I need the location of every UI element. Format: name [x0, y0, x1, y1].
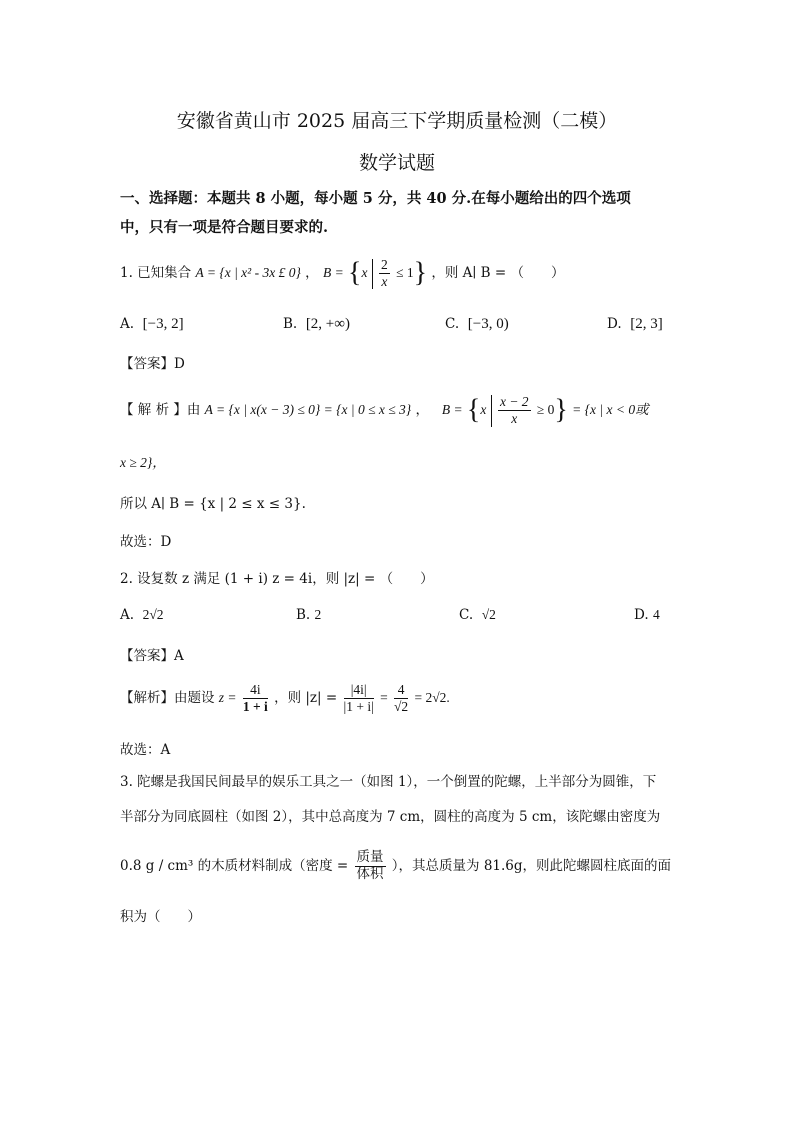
q2-stem: 2. 设复数 z 满足 (1 + i) z = 4i，则 |z| = （ ）: [120, 571, 434, 587]
q3-frac-den: 体积: [356, 866, 384, 882]
q2-choose: 故选：A: [120, 742, 171, 758]
q1-set-b-prefix: B =: [322, 265, 344, 280]
q2-option-d-label: D.: [634, 607, 649, 623]
q1-set-b-suffix: ≤ 1: [396, 265, 414, 280]
q2-option-b-value: 2: [314, 607, 322, 622]
q2-frac2-den: |1 + i|: [343, 699, 374, 714]
q2-fraction-3: [394, 682, 408, 714]
left-brace-icon: {: [466, 394, 481, 426]
q2-option-d-value: 4: [652, 607, 660, 622]
q1-option-c: [445, 316, 509, 333]
q1-frac-num: 2: [381, 257, 388, 273]
q3-frac-num: 质量: [356, 849, 384, 866]
q1-analysis-b-result: = {x | x < 0或: [572, 402, 649, 417]
q1-option-d: [607, 316, 663, 333]
q2-option-b-label: B.: [296, 607, 311, 623]
q1-option-b: [283, 316, 350, 333]
q3-line3-suffix: ），其总质量为 81.6g，则此陀螺圆柱底面的面: [391, 858, 672, 874]
q2-option-d: [634, 607, 660, 623]
q2-option-c-label: C.: [459, 607, 474, 623]
q1-set-a: A = {x | x² - 3x £ 0}: [195, 265, 301, 280]
q1-so-line: 所以 A∣ B = {x | 2 ≤ x ≤ 3}.: [120, 496, 306, 512]
q1-analysis-label: 【 解 析 】由: [120, 402, 201, 418]
q1-option-a-value: [−3, 2]: [142, 316, 184, 332]
section-heading-line2: 中，只有一项是符合题目要求的.: [120, 219, 329, 236]
q1-choose: 故选：D: [120, 534, 172, 550]
left-brace-icon: {: [347, 257, 362, 289]
q2-frac3-num: 4: [394, 682, 408, 699]
q1-option-b-value: [2, +∞): [305, 316, 350, 332]
q2-frac2-num: |4i|: [344, 682, 374, 699]
q2-option-a: [120, 607, 164, 623]
q1-option-a-label: A.: [120, 316, 135, 332]
q2-option-a-value: 2√2: [142, 607, 164, 622]
q1-option-a: [120, 316, 184, 333]
q1-option-b-label: B.: [283, 316, 298, 332]
q1-analysis-a: A = {x | x(x − 3) ≤ 0} = {x | 0 ≤ x ≤ 3}: [204, 402, 412, 417]
doc-subtitle: 数学试题: [358, 152, 435, 174]
q1-analysis-bar-icon: [491, 395, 492, 427]
right-brace-icon: }: [413, 257, 428, 289]
q1-set-b-fraction: [379, 257, 390, 289]
q3-line1: 3. 陀螺是我国民间最早的娱乐工具之一（如图 1），一个倒置的陀螺，上半部分为圆锥，下: [120, 774, 657, 790]
q2-analysis-mid: ，则 |z| =: [274, 690, 338, 706]
q3-line2: 半部分为同底圆柱（如图 2），其中总高度为 7 cm，圆柱的高度为 5 cm，该陀螺由密度为: [120, 809, 661, 825]
q2-frac1-num: 4i: [243, 682, 268, 699]
q1-analysis-frac-num: x − 2: [499, 394, 529, 410]
q1-analysis-b-prefix: B =: [441, 402, 463, 417]
q3-line3: [120, 846, 671, 886]
q1-analysis-b-suffix: ≥ 0: [536, 402, 555, 417]
q1-analysis-frac-den: x: [511, 411, 518, 426]
right-brace-icon: }: [554, 394, 568, 426]
q2-option-a-label: A.: [120, 607, 135, 623]
q1-frac-den: x: [381, 274, 388, 289]
q2-answer: 【答案】A: [120, 648, 184, 664]
q2-option-b: [296, 607, 321, 623]
q2-frac1-den: 1 + i: [242, 699, 268, 714]
q2-option-c: [459, 607, 496, 623]
q2-frac3-den: √2: [394, 699, 409, 714]
q3-density-fraction: [355, 850, 386, 882]
q2-analysis: 【解析】由题设 z = $\frac{4i}{1 + i}$ ，则 |z| = $\frac{|4i|}{|1 + i|}$ = $\frac{4}{√2}$ = 2√2.: [120, 682, 450, 714]
q1-analysis-fraction: [498, 394, 531, 426]
section-heading-line1: 一、选择题：本题共 8 小题，每小题 5 分，共 40 分.在每小题给出的四个选项: [120, 190, 631, 207]
q1-option-d-label: D.: [607, 316, 622, 332]
doc-title: 安徽省黄山市 2025 届高三下学期质量检测（二模）: [176, 110, 618, 132]
q1-analysis-b-var: x: [480, 402, 487, 417]
q2-fraction-1: [243, 682, 268, 714]
q1-stem: 1. 已知集合 A = {x | x² - 3x £ 0} ， B = {x $\frac{2}{x}$ ≤ 1} ，则 A∣ B = （ ）: [120, 257, 565, 289]
q2-fraction-2: [344, 682, 374, 714]
q2-analysis-end: = 2√2.: [414, 690, 450, 705]
q1-analysis-cont: x ≥ 2}，: [120, 455, 166, 470]
q1-option-c-label: C.: [445, 316, 460, 332]
q1-set-b-var: x: [361, 265, 368, 280]
q2-option-c-value: √2: [481, 607, 496, 622]
q2-analysis-prefix: 【解析】由题设: [120, 690, 215, 706]
q2-analysis-z: z =: [218, 690, 237, 705]
q1-stem-prefix: 1. 已知集合: [120, 265, 192, 281]
q1-answer: 【答案】D: [120, 356, 185, 372]
q1-analysis: 【 解 析 】由 A = {x | x(x − 3) ≤ 0} = {x | 0 ≤ x ≤ 3} ， B = {x $\frac{x - 2}{x}$ ≥ 0} = {x | x < 0或: [120, 394, 649, 426]
q1-option-c-value: [−3, 0): [467, 316, 509, 332]
q3-line4: 积为（ ）: [120, 909, 201, 925]
q3-line3-prefix: 0.8 g / cm³ 的木质材料制成（密度 =: [120, 858, 349, 874]
q1-option-d-value: [2, 3]: [630, 316, 663, 332]
q1-bar-icon: [372, 259, 373, 289]
q1-stem-suffix: ，则 A∣ B = （ ）: [431, 265, 565, 281]
